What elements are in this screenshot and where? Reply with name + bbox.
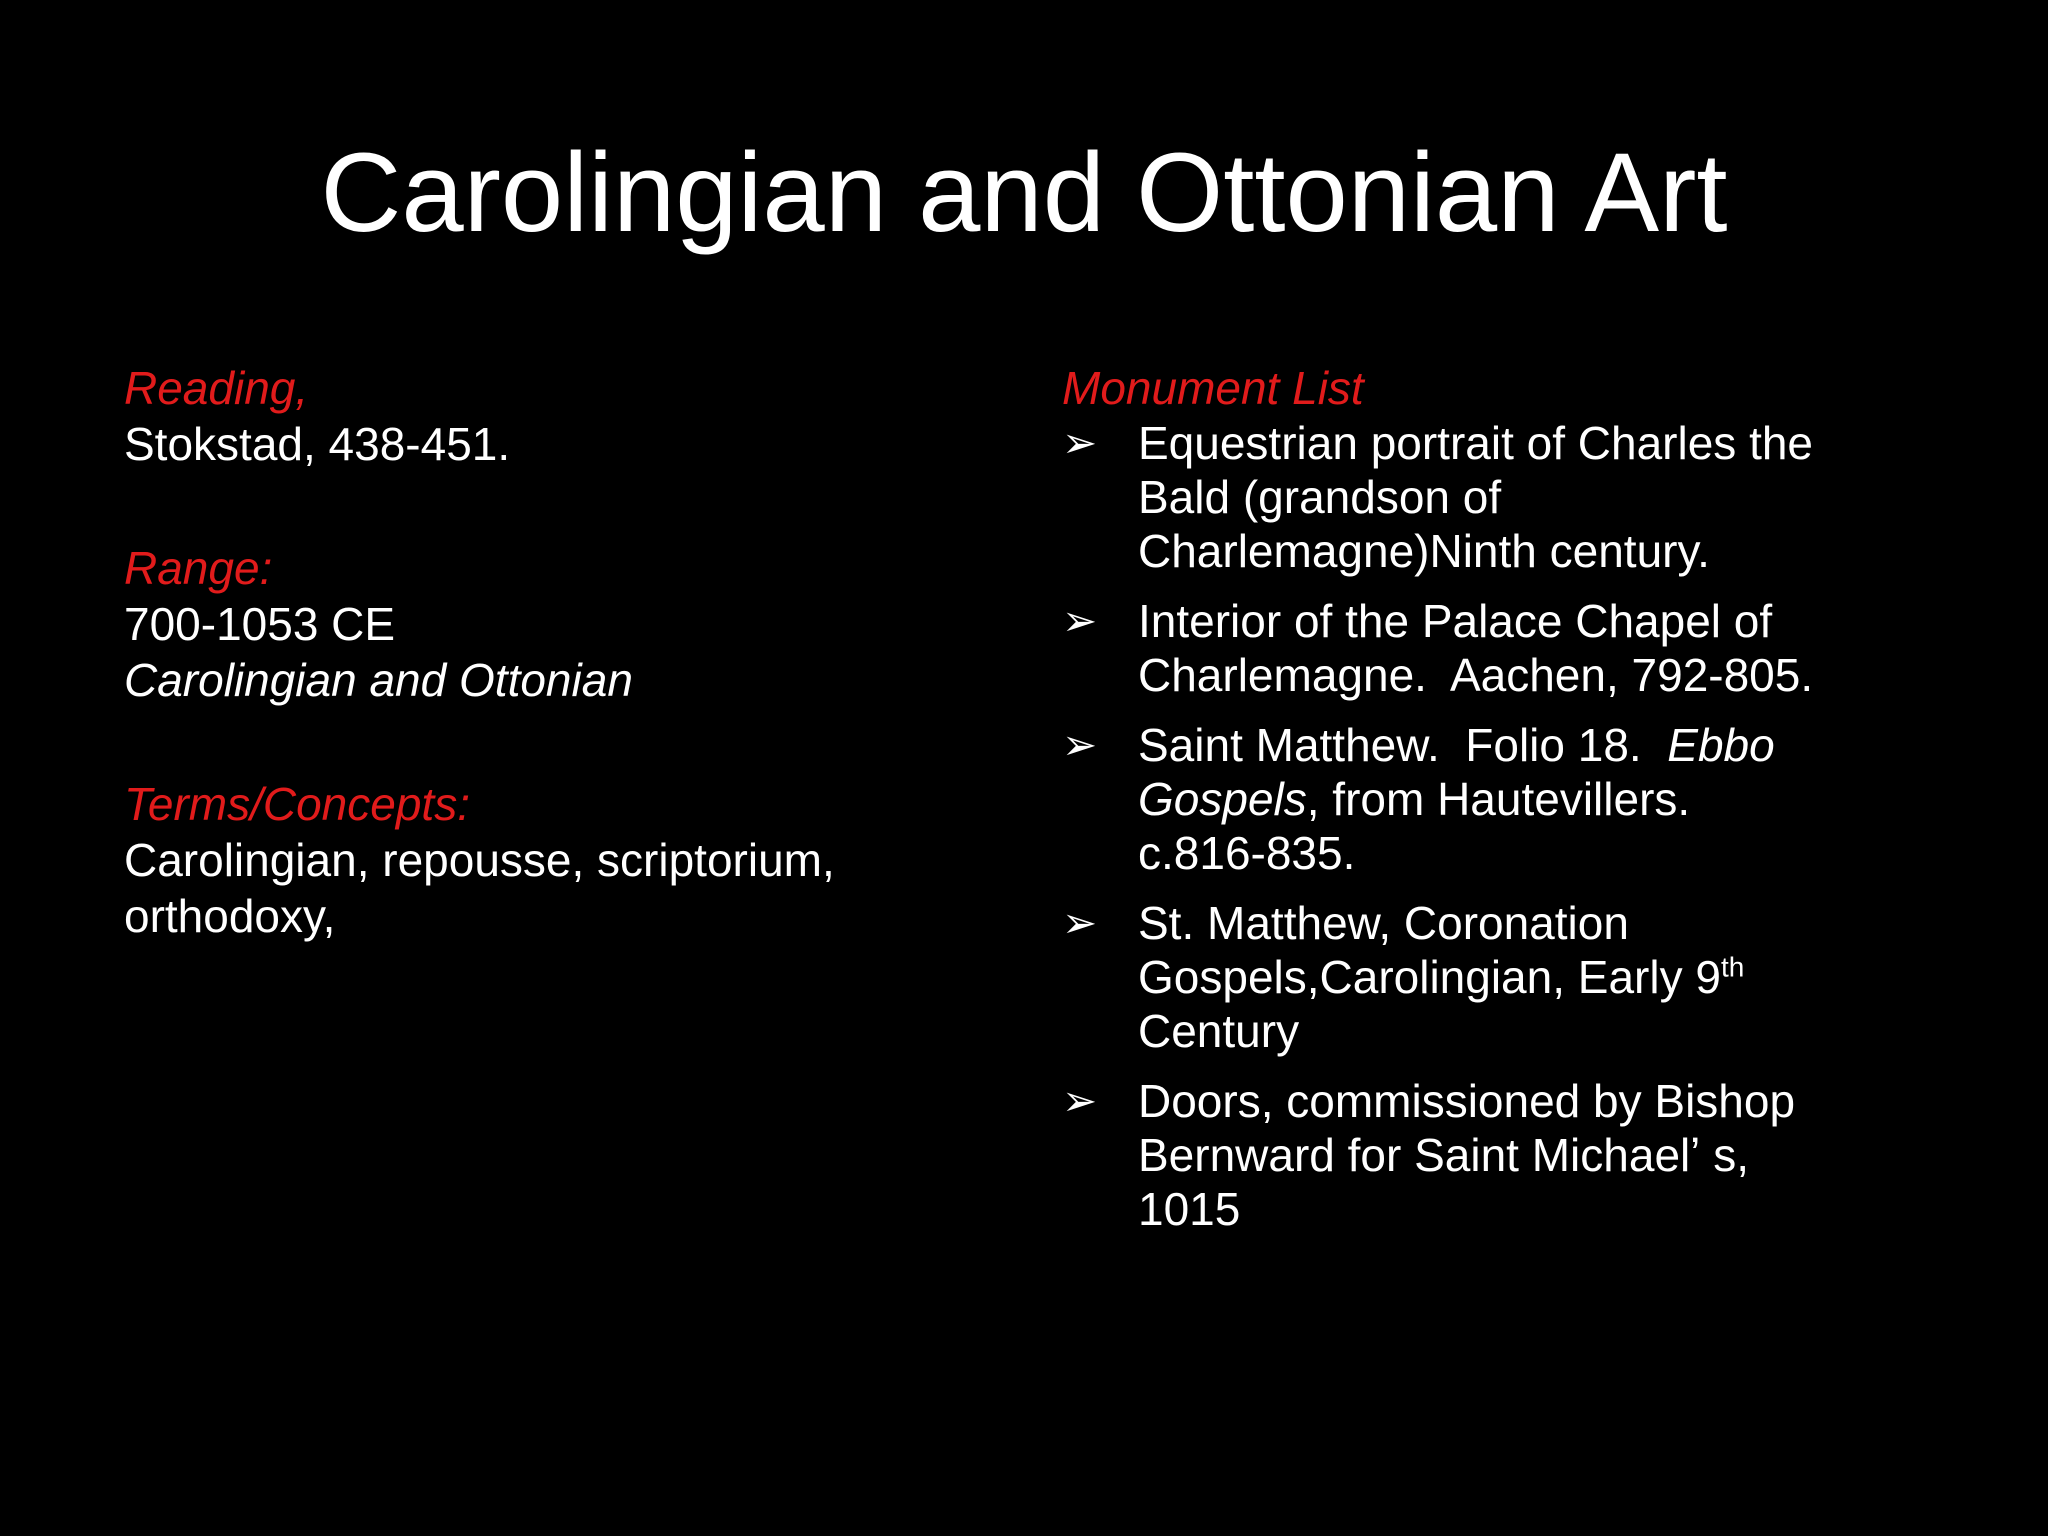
- arrow-bullet-icon: ➢: [1062, 898, 1098, 947]
- right-column: [1062, 360, 1962, 1252]
- terms-line: orthodoxy,: [124, 890, 336, 942]
- monument-list-heading: Monument List: [1062, 362, 1364, 414]
- left-column: [124, 360, 984, 944]
- list-item-italic-text: Ebbo: [1667, 719, 1775, 771]
- list-item: [1062, 1074, 1962, 1236]
- arrow-bullet-icon: ➢: [1062, 720, 1098, 769]
- list-item-line: 1015: [1138, 1183, 1241, 1235]
- list-item-italic-text: Gospels: [1138, 773, 1307, 825]
- list-item-line: Bald (grandson of: [1138, 471, 1502, 523]
- list-item-line: Charlemagne. Aachen, 792-805.: [1138, 649, 1814, 701]
- list-item-line: [1138, 718, 1962, 772]
- monument-list: [1062, 416, 1962, 1236]
- list-item-text: , from Hautevillers.: [1306, 773, 1691, 825]
- list-item-text: Saint Matthew. Folio 18.: [1138, 719, 1668, 771]
- list-item-line: St. Matthew, Coronation: [1138, 897, 1629, 949]
- terms-heading: Terms/Concepts:: [124, 778, 470, 830]
- list-item: [1062, 896, 1962, 1058]
- spacer: [124, 708, 984, 776]
- list-item-line: c.816-835.: [1138, 827, 1356, 879]
- list-item-line: Equestrian portrait of Charles the: [1138, 417, 1814, 469]
- list-item-line: Doors, commissioned by Bishop: [1138, 1075, 1796, 1127]
- range-heading: Range:: [124, 542, 273, 594]
- range-period: Carolingian and Ottonian: [124, 654, 633, 706]
- reading-heading: Reading,: [124, 362, 309, 414]
- list-item: [1062, 594, 1962, 702]
- arrow-bullet-icon: ➢: [1062, 1076, 1098, 1125]
- range-dates: 700-1053 CE: [124, 598, 396, 650]
- list-item-line: Interior of the Palace Chapel of: [1138, 595, 1773, 647]
- arrow-bullet-icon: ➢: [1062, 596, 1098, 645]
- list-item-text: Gospels,Carolingian, Early 9: [1138, 951, 1721, 1003]
- list-item: [1062, 718, 1962, 880]
- reading-text: Stokstad, 438-451.: [124, 418, 511, 470]
- list-item-line: [1138, 772, 1962, 826]
- spacer: [124, 472, 984, 540]
- list-item-line: Bernward for Saint Michaelʼ s,: [1138, 1129, 1750, 1181]
- list-item-line: Century: [1138, 1005, 1300, 1057]
- list-item: [1062, 416, 1962, 578]
- slide-title: Carolingian and Ottonian Art: [320, 130, 1728, 255]
- arrow-bullet-icon: ➢: [1062, 418, 1098, 467]
- terms-line: Carolingian, repousse, scriptorium,: [124, 834, 835, 886]
- superscript: th: [1720, 951, 1745, 983]
- list-item-line: [1138, 950, 1962, 1004]
- list-item-line: Charlemagne)Ninth century.: [1138, 525, 1710, 577]
